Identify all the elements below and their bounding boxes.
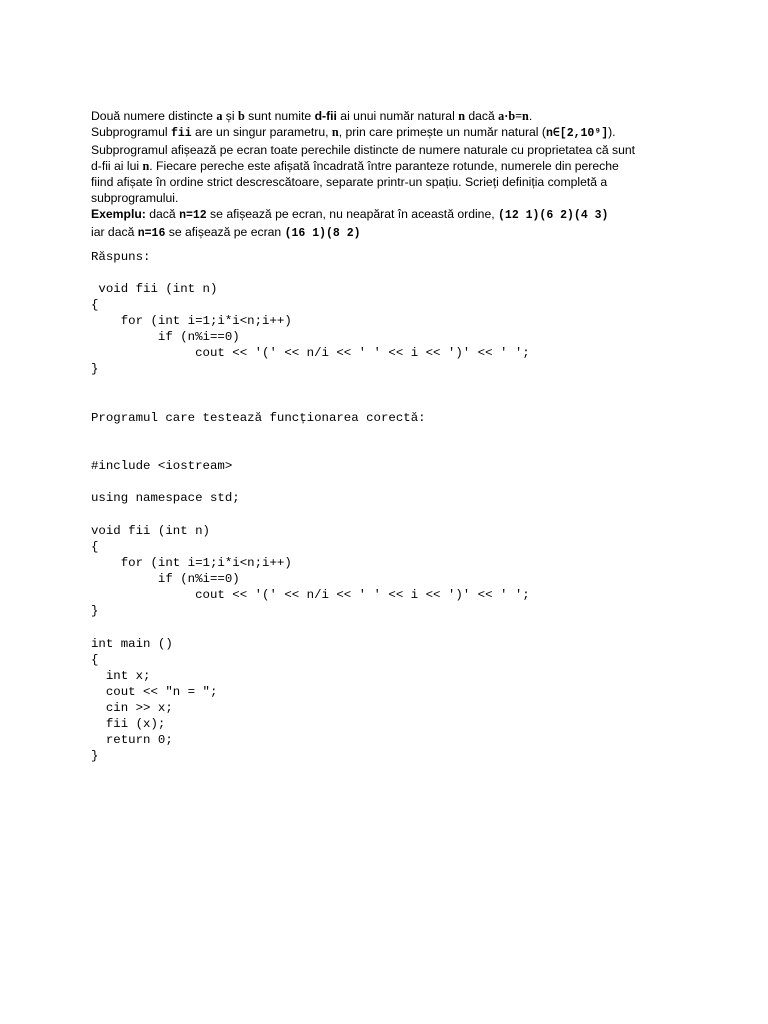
example-line-2 xyxy=(91,224,691,242)
example-output-12: (12 1)(6 2)(4 3) xyxy=(498,209,609,222)
text: dacă xyxy=(464,109,499,123)
text: sunt numite xyxy=(244,109,315,123)
example-output-16: (16 1)(8 2) xyxy=(284,227,361,240)
text: dacă xyxy=(145,207,180,221)
var-n: n xyxy=(458,109,465,123)
term-d-fii: d-fii xyxy=(314,109,337,123)
text: , prin care primește un număr natural ( xyxy=(338,125,546,139)
program-code: void fii (int n) { for (int i=1;i*i<n;i++) if (n%i==0) cout << '(' << n/i << ' ' << i << ')' << ' '; } int main () { int x; cout << "n = "; cin >> x; fii (x); return 0; } xyxy=(91,524,530,764)
statement-line-2 xyxy=(91,124,691,142)
statement-line-1 xyxy=(91,108,691,124)
text: . Fiecare pereche este afișată încadrată între paranteze rotunde, numerele din pereche xyxy=(149,159,619,173)
var-n: n xyxy=(142,159,150,173)
var-b: b xyxy=(238,109,245,123)
example-n12: n=12 xyxy=(179,209,207,222)
text: ). xyxy=(608,125,616,139)
text: și xyxy=(222,109,238,123)
example-label: Exemplu: xyxy=(91,207,146,221)
include-line: #include <iostream> xyxy=(91,459,233,473)
problem-statement xyxy=(91,108,691,242)
var-a: a xyxy=(216,109,223,123)
program-label: Programul care testează funcționarea corectă: xyxy=(91,411,426,425)
text: iar dacă xyxy=(91,225,138,239)
range-n: n∈[2,10⁹] xyxy=(545,127,609,140)
document-page xyxy=(91,108,691,764)
func-fii: fii xyxy=(170,127,192,140)
text: d-fii ai lui xyxy=(91,159,143,173)
statement-line-5: fiind afișate în ordine strict descrescătoare, separate printr-un spațiu. Scrieți definiția completă a xyxy=(91,175,608,189)
statement-line-6: subprogramului. xyxy=(91,191,179,205)
text: se afișează pe ecran xyxy=(165,225,285,239)
text: are un singur parametru, xyxy=(191,125,332,139)
text: Subprogramul xyxy=(91,125,171,139)
text: Două numere distincte xyxy=(91,109,217,123)
text: se afișează pe ecran, nu neapărat în această ordine, xyxy=(206,207,499,221)
answer-label: Răspuns: xyxy=(91,250,151,264)
using-line: using namespace std; xyxy=(91,491,240,505)
example-n16: n=16 xyxy=(137,227,166,240)
answer-code: void fii (int n) { for (int i=1;i*i<n;i++) if (n%i==0) cout << '(' << n/i << ' ' << i << ')' << ' '; } xyxy=(91,282,530,377)
statement-line-4 xyxy=(91,158,691,174)
text: . xyxy=(528,109,533,123)
formula-ab: a·b=n xyxy=(498,109,529,123)
text: ai unui număr natural xyxy=(336,109,459,123)
example-line-1 xyxy=(91,206,691,224)
var-n: n xyxy=(331,125,339,139)
statement-line-3: Subprogramul afișează pe ecran toate perechile distincte de numere naturale cu proprietatea că sunt xyxy=(91,143,636,157)
